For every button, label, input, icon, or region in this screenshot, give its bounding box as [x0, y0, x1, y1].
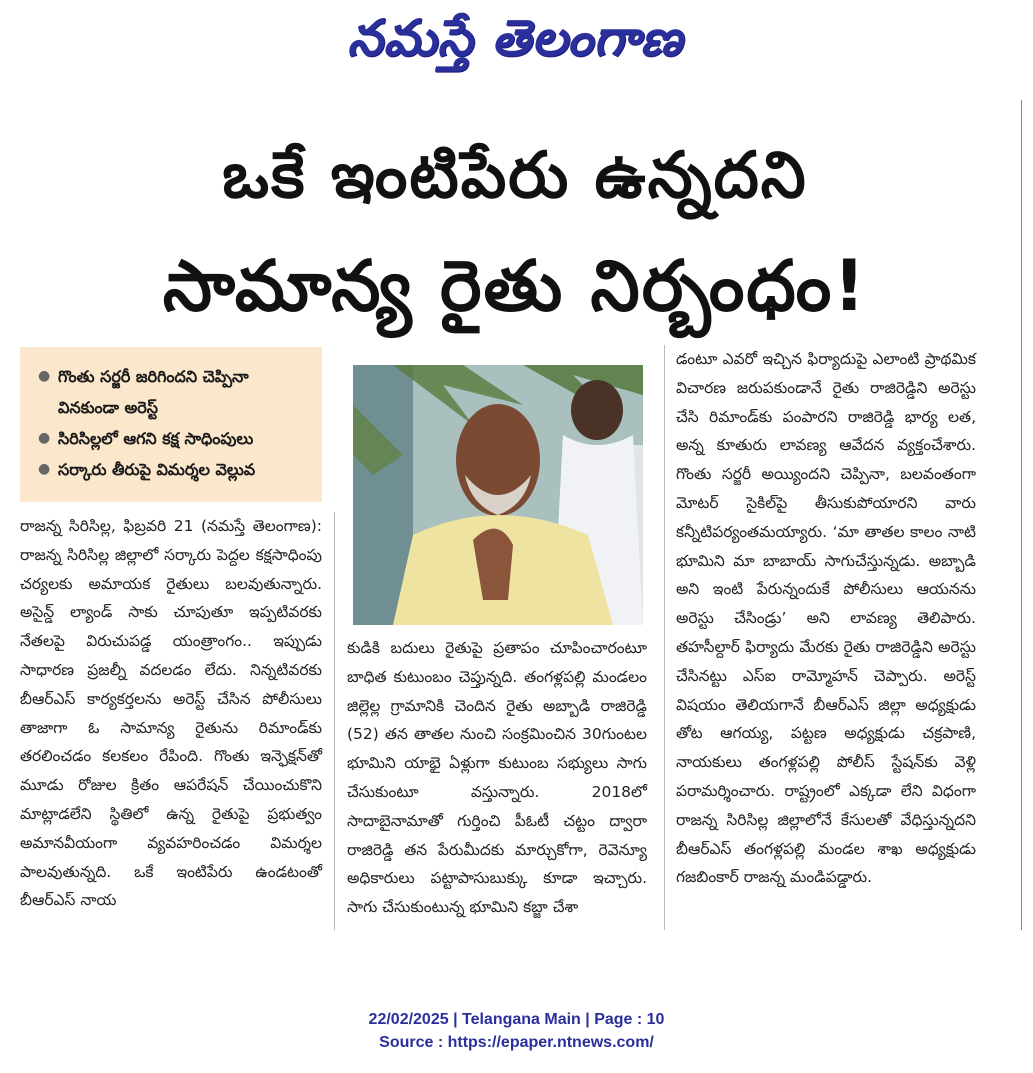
bullet-dot-icon: ●	[38, 430, 51, 446]
highlights-box	[20, 347, 322, 502]
highlight-item	[36, 423, 314, 454]
footer-source: Source : https://epaper.ntnews.com/	[379, 1034, 654, 1051]
highlight-item	[36, 454, 314, 485]
highlight-item	[36, 361, 314, 423]
article-column-3: డంటూ ఎవరో ఇచ్చిన ఫిర్యాదుపై ఎలాంటి ప్రాథమిక విచారణ జరుపకుండానే రైతు రాజిరెడ్డిని అరెస్టు చేసి రిమాండ్‌కు పంపారని రాజిరెడ్డి భార్య లత, అన్న కూతురు లావణ్య ఆవేదన వ్యక్తంచేశారు. గొంతు సర్జరీ అయ్యిందని చెప్పినా, బలవంతంగా మోటర్ సైకిల్‌పై తీసుకుపోయారని వారు కన్నీటిపర్యంతమయ్యారు. ‘మా తాతల కాలం నాటి భూమిని మా బాబాయ్ సాగుచేస్తున్నడు. అబ్బాడి అని ఇంటి పేరున్నందుకే పోలీసులు ఆయనను అరెస్టు చేసిండ్రు’ అని లావణ్య తెలిపారు. తహసీల్దార్ ఫిర్యాదు మేరకు రైతు రాజిరెడ్డిని అరెస్టు చేసినట్టు ఎస్ఐ రామ్మోహన్ చెప్పారు. అరెస్ట్ విషయం తెలియగానే బీఆర్ఎస్ జిల్లా అధ్యక్షుడు తోట ఆగయ్య, పట్టణ అధ్యక్షుడు చక్రపాణి, నాయకులు తంగళ్లపల్లి పోలీస్ స్టేషన్‌కు వెళ్లి పరామర్శించారు. రాష్ట్రంలో ఎక్కడా లేని విధంగా రాజన్న సిరిసిల్ల జిల్లాలోనే కేసులతో వేధిస్తున్నదని బీఆర్ఎస్ తంగళ్లపల్లి మండల శాఖ అధ్యక్షుడు గజబింకార్ రాజన్న మండిపడ్డారు.	[676, 350, 976, 887]
farmer-photo-illustration	[353, 365, 643, 625]
highlight-text: సిరిసిల్లలో ఆగని కక్ష సాధింపులు	[58, 429, 254, 448]
column-divider	[334, 512, 335, 930]
page-edge-rule	[1021, 100, 1022, 930]
article-column-1: రాజన్న సిరిసిల్ల, ఫిబ్రవరి 21 (నమస్తే తెలంగాణ): రాజన్న సిరిసిల్ల జిల్లాలో సర్కారు పెద్దల కక్షసాధింపు చర్యలకు అమాయక రైతులు బలవుతున్నారు. అసైన్డ్ ల్యాండ్ సాకు చూపుతూ ఇప్పటివరకు నేతలపై విరుచుపడ్డ యంత్రాంగం.. ఇప్పుడు సాధారణ ప్రజల్నీ వదలడం లేదు. నిన్నటివరకు బీఆర్ఎస్ కార్యకర్తలను అరెస్ట్ చేసిన పోలీసులు తాజాగా ఓ సామాన్య రైతును రిమాండ్‌కు తరలించడం కలకలం రేపింది. గొంతు ఇన్ఫెక్షన్‌తో మూడు రోజుల క్రితం ఆపరేషన్ చేయించుకొని మాట్లాడలేని స్థితిలో ఉన్న రైతుపై ప్రభుత్వం అమానవీయంగా వ్యవహరించడం విమర్శల పాలవుతున్నది. ఒకే ఇంటిపేరు ఉండటంతో బీఆర్ఎస్ నాయ	[20, 517, 322, 910]
column-divider	[664, 345, 665, 930]
footer-edition-info: 22/02/2025 | Telangana Main | Page : 10	[368, 1011, 665, 1028]
highlight-text: సర్కారు తీరుపై విమర్శల వెల్లువ	[58, 460, 256, 479]
article-column-2: కుడికి బదులు రైతుపై ప్రతాపం చూపించారంటూ బాధిత కుటుంబం చెప్తున్నది. తంగళ్లపల్లి మండలం జిల్లెల్ల గ్రామానికి చెందిన రైతు అబ్బాడి రాజిరెడ్డి (52) తన తాతల నుంచి సంక్రమించిన 30గుంటల భూమిని యాభై ఏళ్లుగా కుటుంబ సభ్యులు సాగు చేసుకుంటూ వస్తున్నారు. 2018లో సాదాబైనామాతో గుర్తించి పీఓటీ చట్టం ద్వారా రాజిరెడ్డి తన పేరుమీదకు మార్చుకోగా, రెవెన్యూ అధికారులు పట్టాపాసుబుక్కు కూడా ఇచ్చారు. సాగు చేసుకుంటున్న భూమిని కబ్జా చేశా	[347, 639, 647, 917]
farmer-photo	[353, 365, 643, 625]
highlight-text: గొంతు సర్జరీ జరిగిందని చెప్పినా వినకుండా అరెస్ట్	[58, 367, 249, 417]
bullet-dot-icon: ●	[38, 461, 51, 477]
newspaper-masthead: నమస్తే తెలంగాణ	[347, 9, 683, 67]
bullet-dot-icon: ●	[38, 368, 51, 384]
headline-line-2: సామాన్య రైతు నిర్బంధం!	[162, 245, 868, 327]
headline-line-1: ఒకే ఇంటిపేరు ఉన్నదని	[222, 139, 808, 213]
